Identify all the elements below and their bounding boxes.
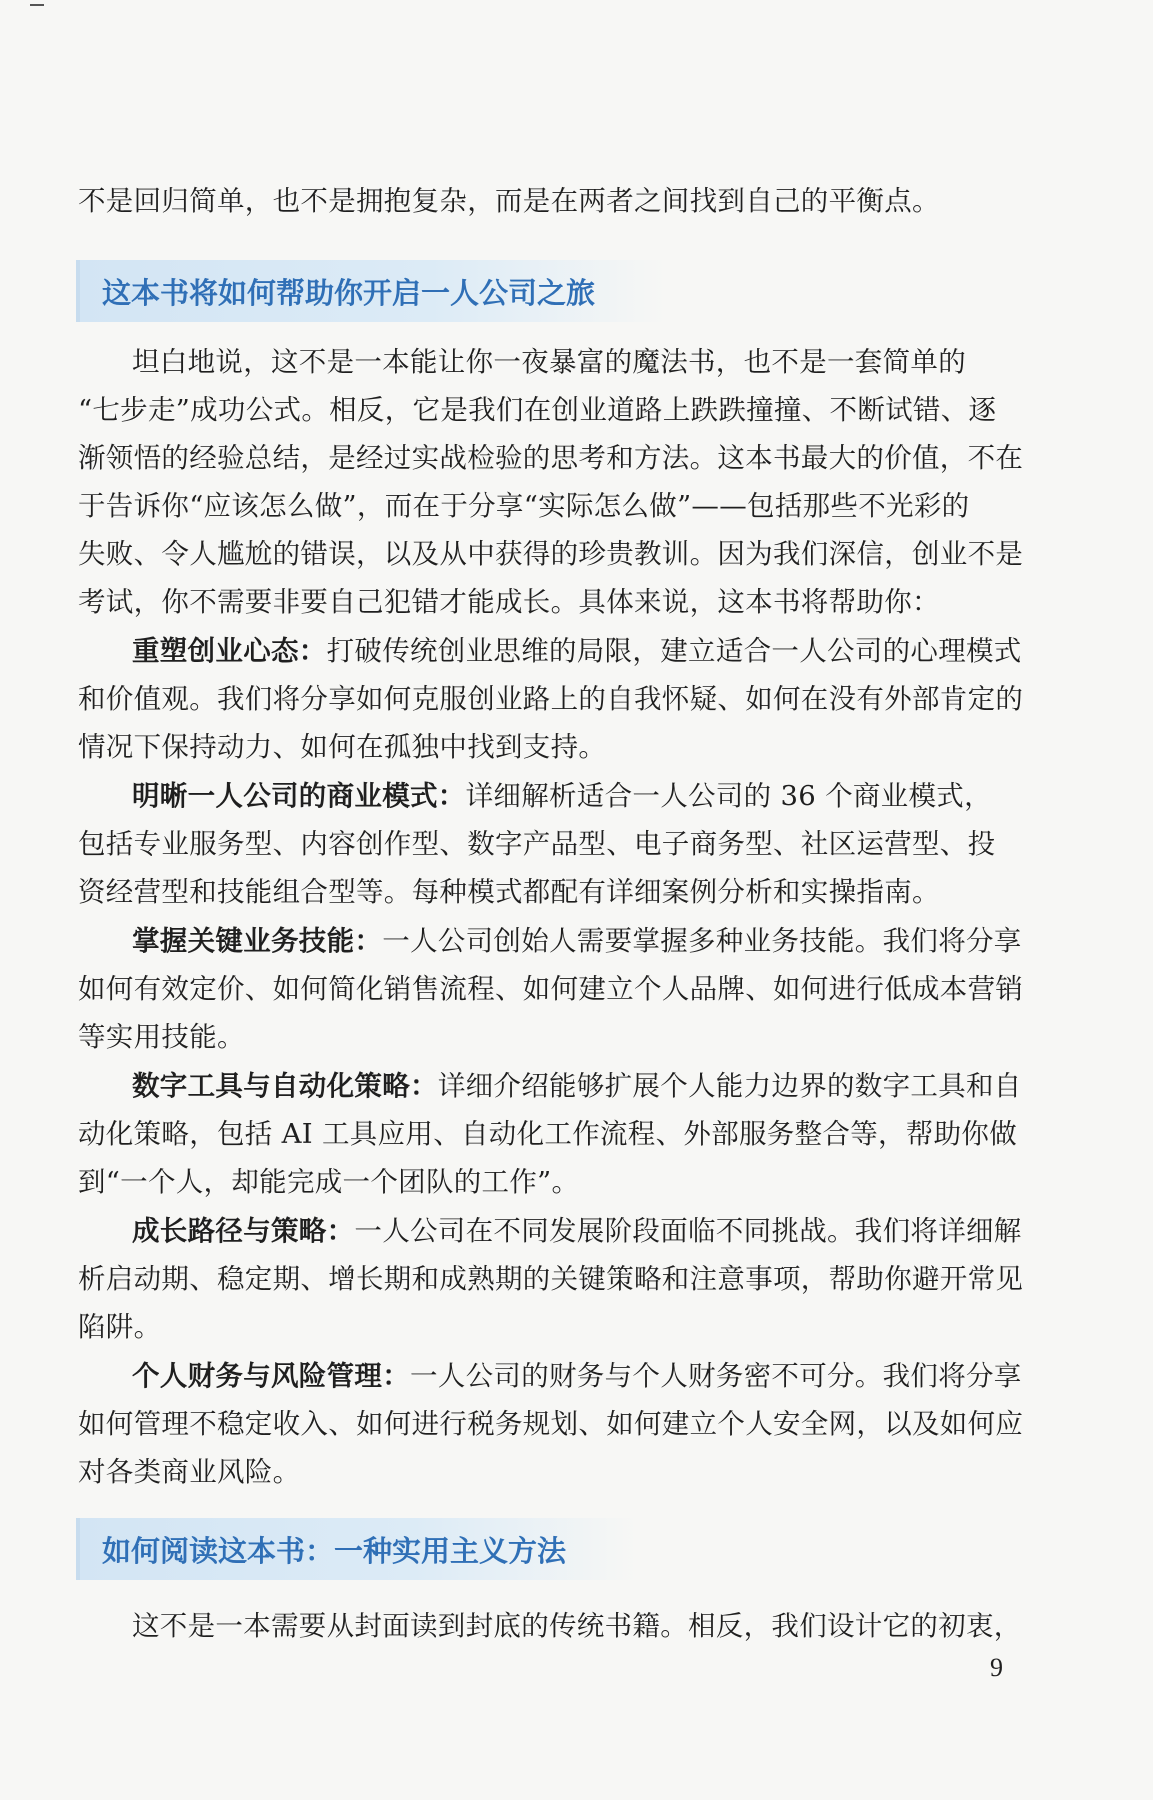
section-heading-1 (76, 260, 665, 322)
para-line: 坦白地说，这不是一本能让你一夜暴富的魔法书，也不是一套简单的 (132, 346, 966, 378)
item-first-line (132, 1208, 1022, 1248)
item-text: 打破传统创业思维的局限，建立适合一人公司的心理模式 (326, 635, 1022, 667)
item-line: 如何管理不稳定收入、如何进行税务规划、如何建立个人安全网，以及如何应 (78, 1408, 1024, 1440)
item-bold-title: 成长路径与策略： (132, 1215, 355, 1247)
page-number: 9 (990, 1653, 1003, 1682)
item-line: 如何有效定价、如何简化销售流程、如何建立个人品牌、如何进行低成本营销 (78, 973, 1024, 1005)
section-heading-2 (76, 1518, 636, 1580)
item-first-line (132, 628, 1022, 668)
item-line: 陷阱。 (78, 1311, 162, 1343)
para-line: 这不是一本需要从封面读到封底的传统书籍。相反，我们设计它的初衷， (132, 1610, 1022, 1642)
item-line: 对各类商业风险。 (78, 1456, 301, 1488)
item-text: 详细解析适合一人公司的 36 个商业模式， (465, 780, 992, 812)
section-heading-2-text: 如何阅读这本书：一种实用主义方法 (102, 1533, 567, 1568)
item-line: 动化策略，包括 AI 工具应用、自动化工作流程、外部服务整合等，帮助你做 (78, 1118, 1018, 1150)
item-line: 等实用技能。 (78, 1021, 245, 1053)
item-text: 详细介绍能够扩展个人能力边界的数字工具和自 (437, 1070, 1022, 1102)
item-bold-title: 个人财务与风险管理： (132, 1360, 410, 1392)
item-line: 和价值观。我们将分享如何克服创业路上的自我怀疑、如何在没有外部肯定的 (78, 683, 1024, 715)
item-first-line (132, 1063, 1022, 1103)
intro-line: 不是回归简单，也不是拥抱复杂，而是在两者之间找到自己的平衡点。 (78, 185, 940, 217)
para-line: “七步走”成功公式。相反，它是我们在创业道路上跌跌撞撞、不断试错、逐 (78, 394, 997, 426)
para-line: 渐领悟的经验总结，是经过实战检验的思考和方法。这本书最大的价值，不在 (78, 442, 1024, 474)
item-bold-title: 明晰一人公司的商业模式： (132, 780, 466, 812)
scan-corner-mark (30, 4, 44, 6)
item-text: 一人公司在不同发展阶段面临不同挑战。我们将详细解 (354, 1215, 1022, 1247)
item-text: 一人公司创始人需要掌握多种业务技能。我们将分享 (382, 925, 1022, 957)
item-line: 析启动期、稳定期、增长期和成熟期的关键策略和注意事项，帮助你避开常见 (78, 1263, 1024, 1295)
item-line: 到“一个人，却能完成一个团队的工作”。 (78, 1166, 580, 1198)
item-line: 资经营型和技能组合型等。每种模式都配有详细案例分析和实操指南。 (78, 876, 940, 908)
item-text: 一人公司的财务与个人财务密不可分。我们将分享 (410, 1360, 1022, 1392)
item-line: 包括专业服务型、内容创作型、数字产品型、电子商务型、社区运营型、投 (78, 828, 996, 860)
item-line: 情况下保持动力、如何在孤独中找到支持。 (78, 731, 607, 763)
para-line: 于告诉你“应该怎么做”，而在于分享“实际怎么做”——包括那些不光彩的 (78, 490, 970, 522)
item-bold-title: 数字工具与自动化策略： (132, 1070, 438, 1102)
para-line: 失败、令人尴尬的错误，以及从中获得的珍贵教训。因为我们深信，创业不是 (78, 538, 1024, 570)
item-bold-title: 重塑创业心态： (132, 635, 327, 667)
item-first-line (132, 1353, 1022, 1393)
para-line: 考试，你不需要非要自己犯错才能成长。具体来说，这本书将帮助你： (78, 586, 940, 618)
item-first-line (132, 773, 992, 813)
item-bold-title: 掌握关键业务技能： (132, 925, 383, 957)
section-heading-1-text: 这本书将如何帮助你开启一人公司之旅 (102, 275, 596, 310)
item-first-line (132, 918, 1022, 958)
